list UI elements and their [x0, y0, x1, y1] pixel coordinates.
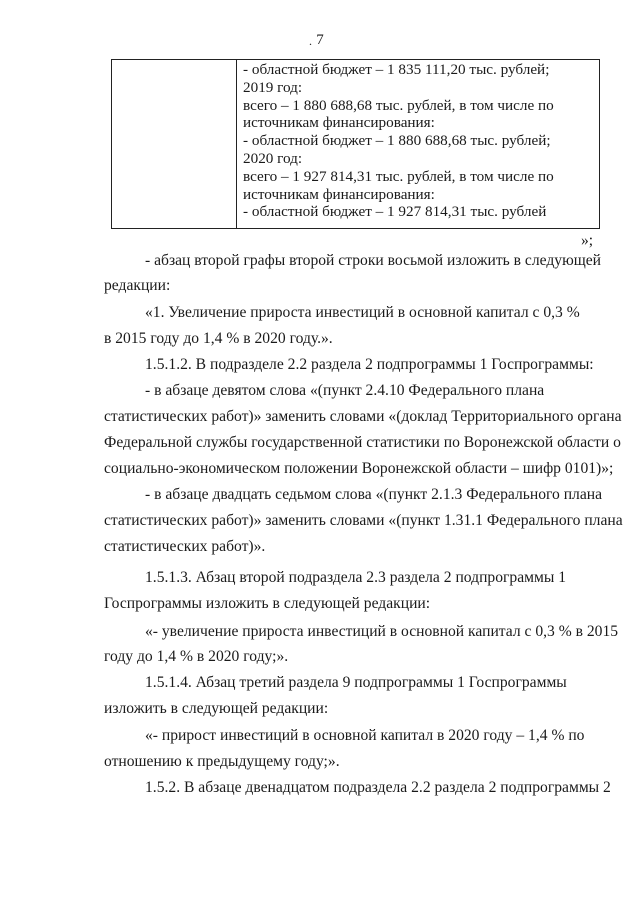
table-right-cell — [243, 61, 592, 221]
paragraph-line: социально-экономическом положении Воронежской области – шифр 0101)»; — [104, 460, 614, 477]
table-closing-quote: »; — [581, 232, 594, 249]
table-line: 2019 год: — [243, 78, 303, 96]
paragraph-line: статистических работ)» заменить словами «(доклад Территориального органа — [104, 408, 622, 425]
paragraph-line: редакции: — [104, 277, 171, 294]
paragraph-line: Федеральной службы государственной статистики по Воронежской области о — [104, 434, 621, 451]
paragraph-line: году до 1,4 % в 2020 году;». — [104, 648, 289, 665]
paragraph-line: «1. Увеличение прироста инвестиций в основной капитал с 0,3 % — [145, 304, 580, 321]
paragraph-line: в 2015 году до 1,4 % в 2020 году.». — [104, 330, 333, 347]
table-line: - областной бюджет – 1 880 688,68 тыс. рублей; — [243, 132, 551, 150]
page-number: 7 — [316, 32, 324, 48]
paragraph-line: 1.5.1.4. Абзац третий раздела 9 подпрограммы 1 Госпрограммы — [145, 674, 567, 691]
table-column-divider — [236, 60, 237, 228]
top-mark: . — [309, 34, 312, 48]
table-line: - областной бюджет – 1 835 111,20 тыс. рублей; — [243, 61, 550, 78]
table-line: всего – 1 927 814,31 тыс. рублей, в том числе по — [243, 167, 554, 185]
paragraph-line: - в абзаце двадцать седьмом слова «(пункт 2.1.3 Федерального плана — [145, 486, 603, 503]
paragraph-line: отношению к предыдущему году;». — [104, 753, 340, 770]
paragraph-line: Госпрограммы изложить в следующей редакции: — [104, 595, 431, 612]
table-line: 2020 год: — [243, 149, 303, 167]
table-line: всего – 1 880 688,68 тыс. рублей, в том числе по — [243, 96, 554, 114]
paragraph-line: статистических работ)». — [104, 538, 266, 555]
paragraph-line: «- увеличение прироста инвестиций в основной капитал с 0,3 % в 2015 — [145, 623, 619, 640]
paragraph-line: статистических работ)» заменить словами «(пункт 1.31.1 Федерального плана — [104, 512, 623, 529]
paragraph-line: изложить в следующей редакции: — [104, 700, 329, 717]
paragraph-line: 1.5.1.3. Абзац второй подраздела 2.3 раздела 2 подпрограммы 1 — [145, 569, 567, 586]
finance-table — [111, 59, 600, 229]
table-line: - областной бюджет – 1 927 814,31 тыс. рублей — [243, 203, 547, 221]
table-line: источникам финансирования: — [243, 185, 435, 203]
paragraph-line: - в абзаце девятом слова «(пункт 2.4.10 Федерального плана — [145, 382, 545, 399]
paragraph-line: «- прирост инвестиций в основной капитал в 2020 году – 1,4 % по — [145, 727, 585, 744]
paragraph-line: 1.5.1.2. В подразделе 2.2 раздела 2 подпрограммы 1 Госпрограммы: — [145, 356, 594, 373]
paragraph-line: - абзац второй графы второй строки восьмой изложить в следующей — [145, 252, 601, 269]
paragraph-line: 1.5.2. В абзаце двенадцатом подраздела 2.2 раздела 2 подпрограммы 2 — [145, 779, 611, 796]
table-line: источникам финансирования: — [243, 114, 435, 132]
